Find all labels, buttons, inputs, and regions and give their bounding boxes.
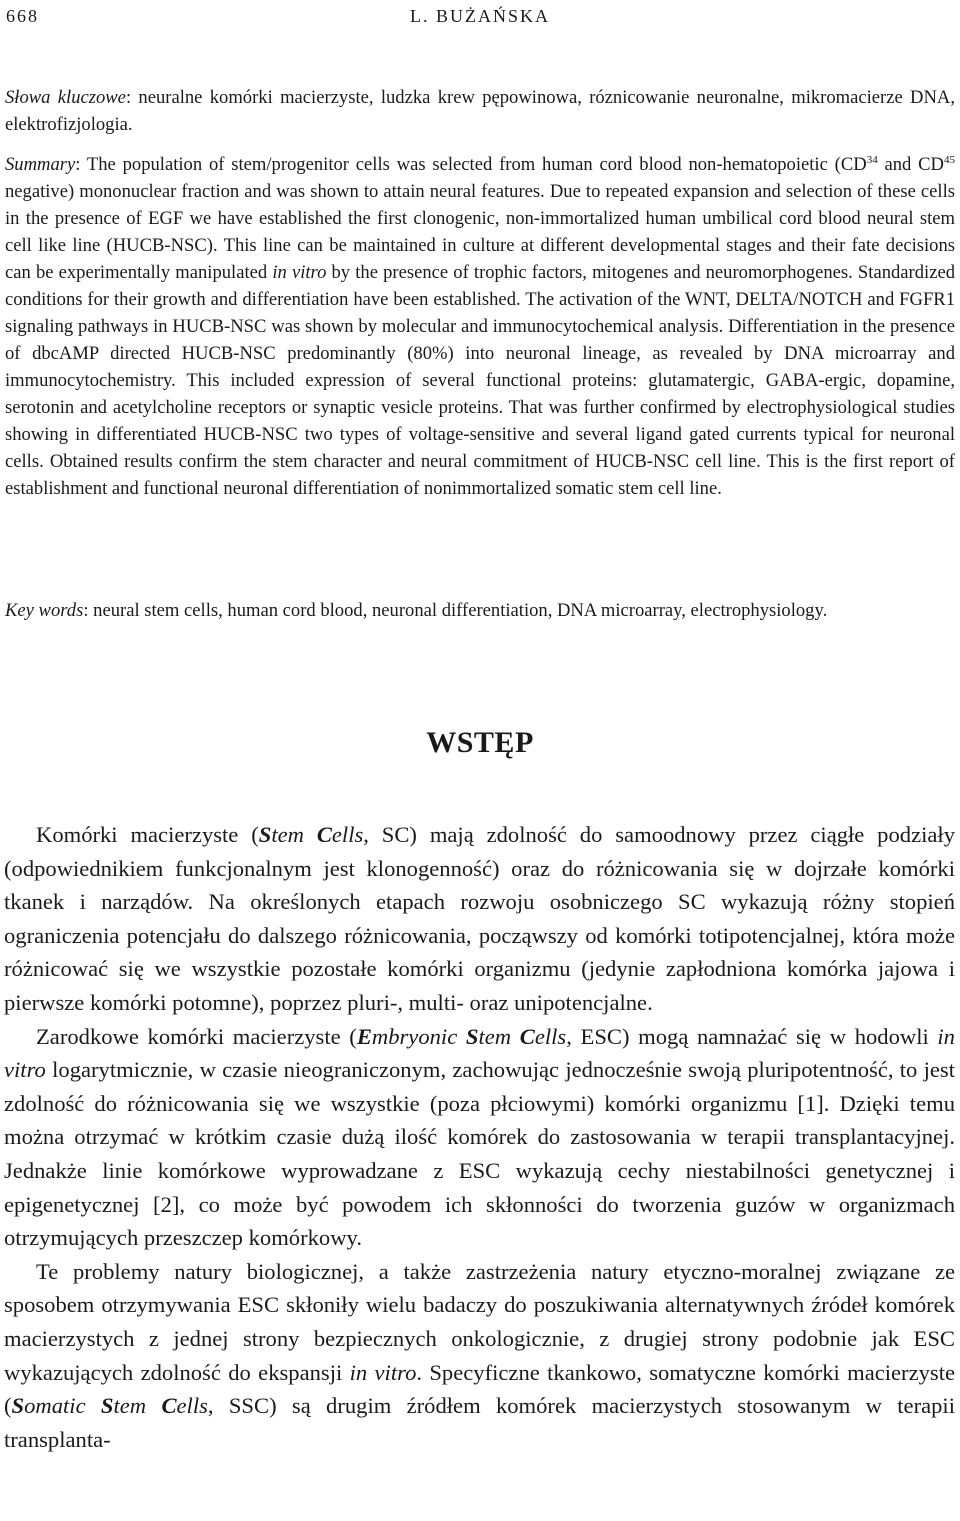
p2-bold-s: S: [465, 1023, 479, 1049]
p2-italic-mbryonic: mbryonic: [371, 1023, 466, 1049]
p3-bold-s1: S: [11, 1393, 25, 1419]
p3-italic-omatic: omatic: [24, 1393, 101, 1419]
p1-italic-ells: ells: [331, 822, 364, 847]
p3-bold-c: C: [161, 1393, 177, 1419]
summary-text-1: : The population of stem/progenitor cells was selected from human cord blood non-hematopoietic (CD: [75, 154, 867, 175]
p2-text-3: logarytmicznie, w czasie nieograniczonym, zachowując jednocześnie swoją pluripotentność, to jest zdolność do różnicowania się we wszystkie (poza płciowymi) komórki organizmu [1]. Dzięki temu można otrzymać w krótkim czasie dużą ilość komórek do zastosowania w terapii transplantacyjnej. Jednakże linie komórkowe wyprowadzane z ESC wykazują cechy niestabilności genetycznej i epigenetycznej [2], co może być powodem ich skłonności do tworzenia guzów w organizmach otrzymujących przeszczep komórkowy.: [4, 1057, 955, 1251]
summary-text-3: negative) mononuclear fraction and was shown to attain neural features. Due to repeated expansion and selection of these cells in the presence of EGF we have established the first clonogenic, non-immortalized human umbilical cord blood neural stem cell like line (HUCB-NSC). This line can be maintained in culture at different developmental stages and their fate decisions can be experimentally manipulated: [5, 181, 955, 283]
p1-bold-c: C: [316, 822, 332, 847]
p2-text-2: , ESC) mogą namnażać się w hodowli: [566, 1023, 938, 1049]
key-words-text: : neural stem cells, human cord blood, neuronal differentiation, DNA microarray, electrophysiology.: [83, 600, 828, 621]
summary-label: Summary: [5, 154, 76, 175]
page-number: 668: [6, 6, 39, 26]
running-head: L. BUŻAŃSKA: [409, 6, 550, 26]
p1-text-2: , SC) mają zdolność do samoodnowy przez ciągłe podziały (odpowiednikiem funkcjonalnym jest klonogenność) oraz do różnicowania się w dojrzałe komórki tkanek i narządów. Na określonych etapach rozwoju osobniczego SC wykazują różny stopień ograniczenia potencjału do dalszego różnicowania, począwszy od komórki totipotencjalnej, która może różnicować się we wszystkie pozostałe komórki organizmu (jedynie zapłodniona komórka jajowa i pierwsze komórki potomne), poprzez pluri-, multi- oraz unipotencjalne.: [4, 822, 955, 1015]
p3-text-2: . Specyficzne tkankowo, somatyczne komórki macierzyste (: [4, 1359, 956, 1419]
p1-text-1: Komórki macierzyste (: [36, 822, 259, 847]
superscript-34: 34: [866, 154, 878, 166]
p2-text-1: Zarodkowe komórki macierzyste (: [36, 1023, 357, 1049]
slowa-kluczowe-paragraph: [5, 84, 955, 138]
p3-italic-in-vitro: in vitro: [349, 1359, 417, 1385]
p3-italic-tem: tem: [113, 1393, 162, 1419]
summary-text-2: and CD: [877, 154, 944, 175]
p3-italic-ells: ells: [176, 1393, 208, 1419]
summary-paragraph: [5, 151, 955, 502]
slowa-kluczowe-text: : neuralne komórki macierzyste, ludzka krew pępowinowa, róznicowanie neuronalne, mikromacierze DNA, elektrofizjologia.: [5, 87, 955, 135]
slowa-kluczowe-label: Słowa kluczowe: [5, 87, 126, 108]
paragraph-1: [4, 818, 955, 1020]
p2-bold-e: E: [356, 1023, 372, 1049]
p2-italic-in-vitro: in vitro: [4, 1023, 955, 1083]
p3-text-1: Te problemy natury biologicznej, a także zastrzeżenia natury etyczno-moralnej związane ze sposobem otrzymywania ESC skłoniły wielu badaczy do poszukiwania alternatywnych źródeł komórek macierzystych z jednej strony bezpiecznych onkologicznie, z drugiej strony podobnie jak ESC wykazujących zdolność do ekspansji: [4, 1258, 955, 1385]
p3-bold-s2: S: [100, 1393, 114, 1419]
p1-bold-s: S: [258, 822, 272, 847]
section-heading: WSTĘP: [426, 726, 534, 759]
p1-italic-tem: tem: [271, 822, 317, 847]
summary-italic-in-vitro: in vitro: [272, 262, 327, 283]
key-words-paragraph: [5, 597, 955, 624]
paragraph-3: [4, 1255, 955, 1457]
body-text: [4, 818, 955, 1456]
p2-italic-tem: tem: [478, 1023, 520, 1049]
p2-italic-ells: ells: [534, 1023, 567, 1049]
key-words-label: Key words: [5, 600, 84, 621]
superscript-45: 45: [943, 154, 955, 166]
page-header: [0, 6, 960, 28]
summary-text-4: by the presence of trophic factors, mitogenes and neuromorphogenes. Standardized conditions for their growth and differentiation have been established. The activation of the WNT, DELTA/NOTCH and FGFR1 signaling pathways in HUCB-NSC was shown by molecular and immunocytochemical analysis. Differentiation in the presence of dbcAMP directed HUCB-NSC predominantly (80%) into neuronal lineage, as revealed by DNA microarray and immunocytochemistry. This included expression of several functional proteins: glutamatergic, GABA-ergic, dopamine, serotonin and acetylcholine receptors or synaptic vesicle proteins. That was further confirmed by electrophysiological studies showing in differentiated HUCB-NSC two types of voltage-sensitive and several ligand gated currents typical for neuronal cells. Obtained results confirm the stem character and neural commitment of HUCB-NSC cell line. This is the first report of establishment and functional neuronal differentiation of nonimmortalized somatic stem cell line.: [5, 262, 955, 499]
paragraph-2: [4, 1020, 955, 1255]
p3-text-3: , SSC) są drugim źródłem komórek macierzystych stosowanym w terapii transplanta-: [4, 1393, 955, 1452]
p2-bold-c: C: [519, 1023, 535, 1049]
